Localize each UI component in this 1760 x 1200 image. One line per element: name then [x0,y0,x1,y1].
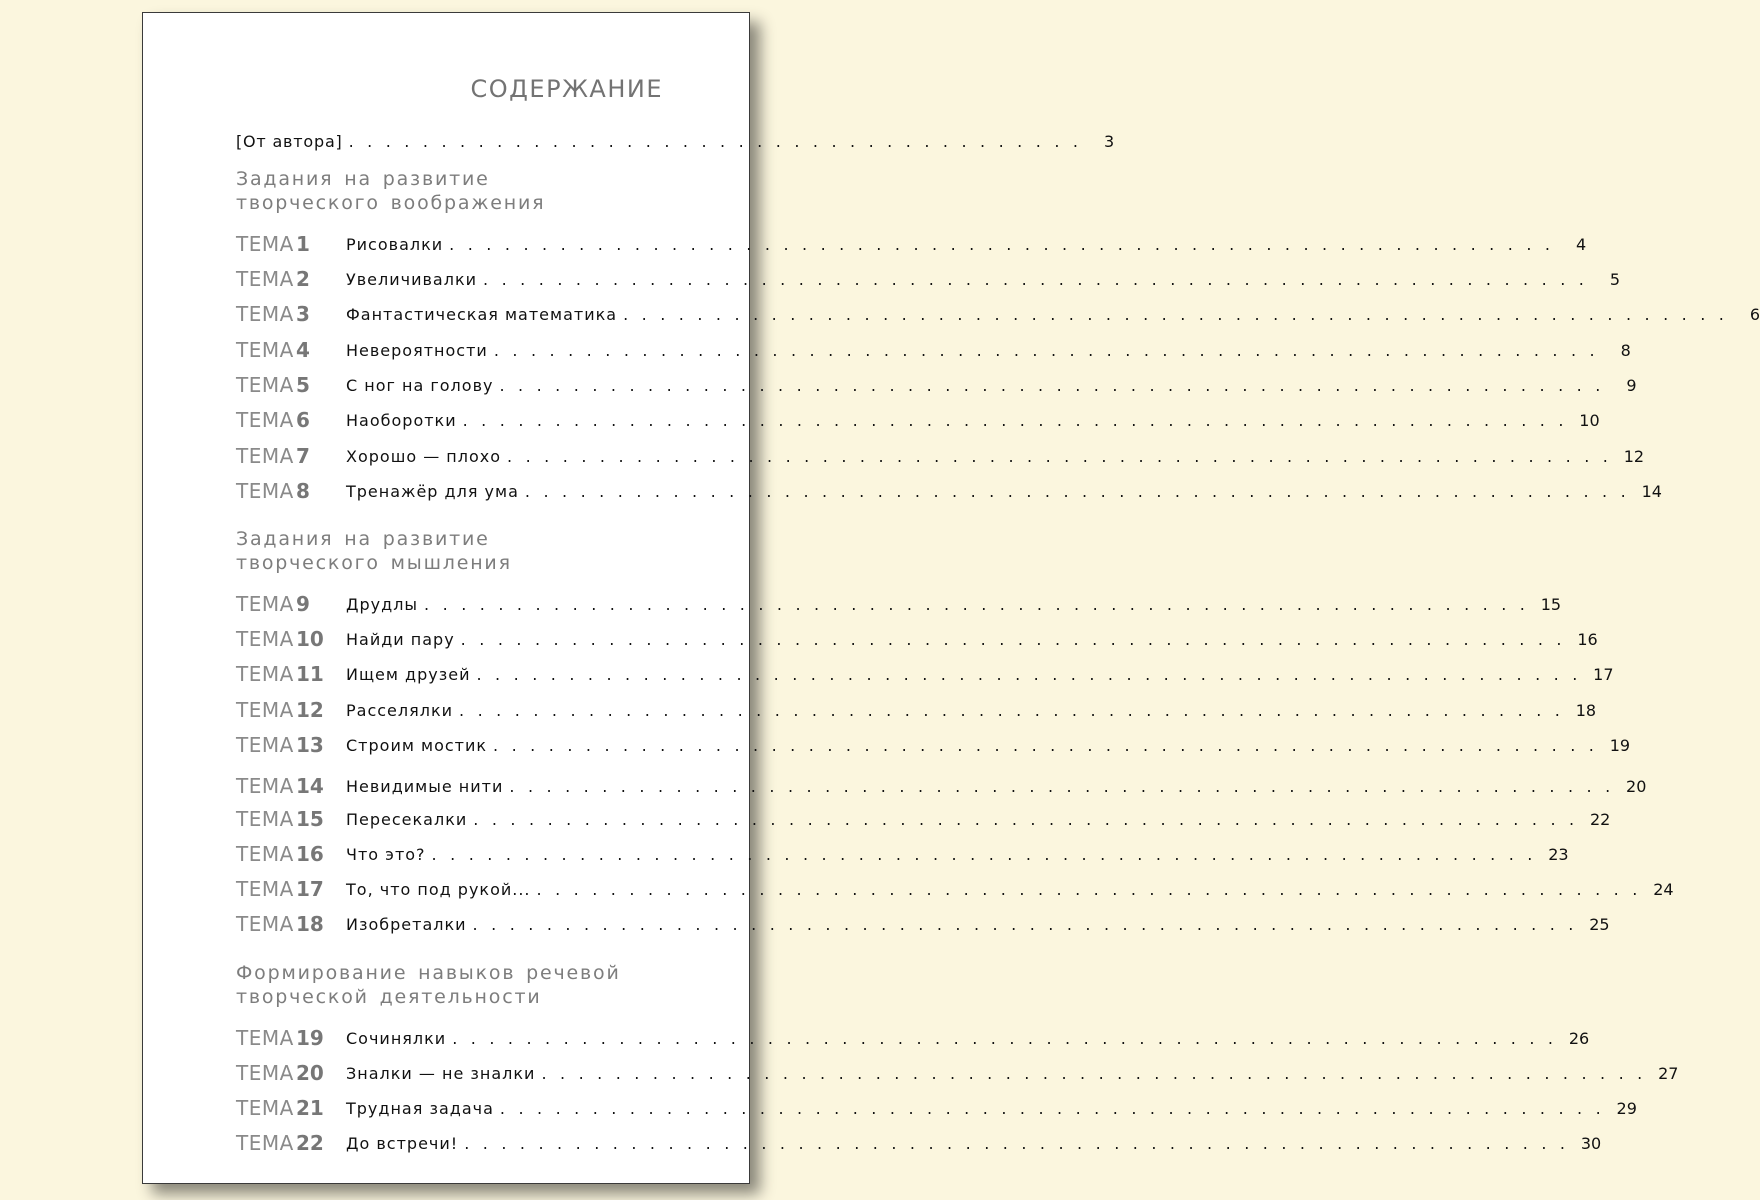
tema-number: 1 [296,232,310,256]
tema-label: ТЕМА [236,338,294,362]
tema-title: То, что под рукой... [346,879,531,899]
toc-entry-row [236,662,1614,686]
tema-number: 21 [296,1096,324,1120]
page-number: 29 [1616,1098,1637,1118]
tema-label: ТЕМА [236,842,294,866]
toc-entry-row [236,444,1645,468]
toc-entry-row [236,698,1597,722]
toc-entry-row [236,912,1610,936]
section-heading-3: Формирование навыков речевой творческой деятельности [236,962,621,1008]
toc-entry-row [236,267,1621,291]
leader-dots: . . . . . . . . . . . . . . . . . . . . . . . . . . . . . . . . . . . . . . . . . . . . . . . . . . . . . . . . . . . . [462,410,1568,430]
leader-dots: . . . . . . . . . . . . . . . . . . . . . . . . . . . . . . . . . . . . . . . . . . . . . . . . . . . . . . . . . . . . [524,481,1630,501]
toc-entry-row [236,592,1562,616]
leader-dots: . . . . . . . . . . . . . . . . . . . . . . . . . . . . . . . . . . . . . . . . . . . . . . . . . . . . . . . . . . . . [459,700,1565,720]
section-heading-1: Задания на развитие творческого воображения [236,168,546,214]
page-number: 3 [1104,131,1115,151]
leader-dots: . . . . . . . . . . . . . . . . . . . . . . . . . . . . . . . . . . . . . . . . . . . . . . . . . . . . . . . . . . . . [507,446,1613,466]
leader-dots: . . . . . . . . . . . . . . . . . . . . . . . . . . . . . . . . . . . . . . . . . . . . . . . . . . . . . . . . . . . . [536,879,1642,899]
toc-intro-row [236,129,1115,153]
book-page [142,12,1760,1184]
tema-title: Друдлы [346,594,419,614]
tema-number: 20 [296,1061,324,1085]
tema-label: ТЕМА [236,1061,294,1085]
tema-number: 17 [296,877,324,901]
tema-title: Трудная задача [346,1098,494,1118]
tema-label: ТЕМА [236,912,294,936]
tema-label: ТЕМА [236,774,294,798]
tema-number: 18 [296,912,324,936]
page-number: 25 [1589,914,1610,934]
tema-number: 2 [296,267,310,291]
leader-dots: . . . . . . . . . . . . . . . . . . . . . . . . . . . . . . . . . . . . . . . . . . . . . . . . . . . . . . . . . . . . [464,1133,1570,1153]
tema-number: 9 [296,592,310,616]
tema-title: С ног на голову [346,375,494,395]
leader-dots: . . . . . . . . . . . . . . . . . . . . . . . . . . . . . . . . . . . . . . . . . . . . . . . . . . . . . . . . . . . . [424,594,1530,614]
page-number: 22 [1589,809,1611,829]
page-number: 8 [1620,340,1631,360]
tema-label: ТЕМА [236,662,294,686]
tema-number: 14 [296,774,324,798]
tema-title: Ищем друзей [346,664,471,684]
toc-entry-row [236,373,1637,397]
toc-entry-row [236,877,1674,901]
toc-entry-row [236,733,1631,757]
leader-dots: . . . . . . . . . . . . . . . . . . . . . . . . . . . . . . . . . . . . . . . . . . . . . . . . . . . . . . . . . . . . [460,629,1566,649]
tema-number: 5 [296,373,310,397]
tema-title: Расселялки [346,700,454,720]
tema-label: ТЕМА [236,444,294,468]
tema-label: ТЕМА [236,877,294,901]
tema-label: ТЕМА [236,592,294,616]
toc-entry-row [236,1061,1679,1085]
tema-title: Невероятности [346,340,488,360]
tema-title: Что это? [346,844,426,864]
toc-entry-row [236,774,1647,798]
page-number: 19 [1609,735,1631,755]
page-number: 9 [1626,375,1637,395]
tema-title: Тренажёр для ума [346,481,519,501]
tema-title: Пересекалки [346,809,468,829]
tema-title: Сочинялки [346,1028,447,1048]
tema-number: 10 [296,627,324,651]
tema-label: ТЕМА [236,232,294,256]
tema-number: 7 [296,444,310,468]
intro-label: [От автора] [236,131,343,151]
tema-title: Найди пару [346,629,455,649]
leader-dots: . . . . . . . . . . . . . . . . . . . . . . . . . . . . . . . . . . . . . . . . . . . . . . . . . . . . . . . . . . . . [472,914,1578,934]
leader-dots: . . . . . . . . . . . . . . . . . . . . . . . . . . . . . . . . . . . . . . . . . . . . . . . . . . . . . . . . . . . . [483,269,1589,289]
tema-number: 11 [296,662,324,686]
tema-label: ТЕМА [236,1026,294,1050]
leader-dots: . . . . . . . . . . . . . . . . . . . . . . . . . . . . . . . . . . . . . . . . . . . . . . . . . . . . . . . . . . . . [509,776,1615,796]
tema-number: 12 [296,698,324,722]
leader-dots: . . . . . . . . . . . . . . . . . . . . . . . . . . . . . . . . . . . . . . . . . . . . . . . . . . . . . . . . . . . . [476,664,1582,684]
tema-label: ТЕМА [236,698,294,722]
tema-number: 16 [296,842,324,866]
tema-title: Рисовалки [346,234,444,254]
leader-dots: . . . . . . . . . . . . . . . . . . . . . . . . . . . . . . . . . . . . . . . . . . . . . . . . . . . . . . . . . . . . [499,375,1605,395]
tema-title: Невидимые нити [346,776,504,796]
page-number: 18 [1575,700,1597,720]
leader-dots: . . . . . . . . . . . . . . . . . . . . . . . . . . . . . . . . . . . . . . . . . . . . . . . . . . . . . . . . . . . . [473,809,1579,829]
tema-number: 15 [296,807,324,831]
tema-title: Хорошо — плохо [346,446,502,466]
tema-label: ТЕМА [236,479,294,503]
tema-number: 6 [296,408,310,432]
page-number: 14 [1641,481,1662,501]
leader-dots: . . . . . . . . . . . . . . . . . . . . . . . . . . . . . . . . . . . . . . . . . . . . . . . . . . . . . . . . . . . . [449,234,1555,254]
tema-number: 4 [296,338,310,362]
tema-title: Изобреталки [346,914,467,934]
page-number: 16 [1577,629,1598,649]
toc-entry-row [236,807,1611,831]
tema-label: ТЕМА [236,373,294,397]
leader-dots: . . . . . . . . . . . . . . . . . . . . . . . . . . . . . . . . . . . . . . . . . . . . . . . . . . . . . . . . . . . . [431,844,1537,864]
tema-label: ТЕМА [236,627,294,651]
leader-dots: . . . . . . . . . . . . . . . . . . . . . . . . . . . . . . . . . . . . . . . . [348,131,1083,151]
leader-dots: . . . . . . . . . . . . . . . . . . . . . . . . . . . . . . . . . . . . . . . . . . . . . . . . . . . . . . . . . . . . [499,1098,1605,1118]
tema-number: 3 [296,302,310,326]
page-number: 15 [1540,594,1562,614]
page-number: 4 [1576,234,1587,254]
tema-number: 22 [296,1131,324,1155]
toc-entry-row [236,338,1631,362]
toc-entry-row [236,842,1569,866]
page-number: 20 [1626,776,1647,796]
tema-title: Строим мостик [346,735,488,755]
toc-entry-row [236,479,1662,503]
tema-title: Зналки — не зналки [346,1063,536,1083]
section-heading-2: Задания на развитие творческого мышления [236,528,512,574]
toc-entry-row [236,1096,1637,1120]
page-number: 24 [1653,879,1674,899]
page-number: 27 [1658,1063,1679,1083]
page-number: 23 [1548,844,1569,864]
page-number: 12 [1623,446,1645,466]
leader-dots: . . . . . . . . . . . . . . . . . . . . . . . . . . . . . . . . . . . . . . . . . . . . . . . . . . . . . . . . . . . . [541,1063,1647,1083]
tema-label: ТЕМА [236,807,294,831]
page-number: 6 [1749,304,1760,324]
page-number: 17 [1593,664,1614,684]
tema-title: Фантастическая математика [346,304,618,324]
tema-number: 19 [296,1026,324,1050]
page-number: 26 [1568,1028,1590,1048]
tema-label: ТЕМА [236,408,294,432]
toc-entry-row [236,1131,1602,1155]
page-number: 5 [1609,269,1621,289]
tema-number: 13 [296,733,324,757]
toc-entry-row [236,627,1598,651]
page-number: 30 [1580,1133,1602,1153]
tema-title: До встречи! [346,1133,459,1153]
tema-label: ТЕМА [236,1131,294,1155]
toc-heading: СОДЕРЖАНИЕ [470,75,663,103]
leader-dots: . . . . . . . . . . . . . . . . . . . . . . . . . . . . . . . . . . . . . . . . . . . . . . . . . . . . . . . . . . . . [452,1028,1558,1048]
tema-number: 8 [296,479,310,503]
leader-dots: . . . . . . . . . . . . . . . . . . . . . . . . . . . . . . . . . . . . . . . . . . . . . . . . . . . . . . . . . . . . [493,340,1599,360]
leader-dots: . . . . . . . . . . . . . . . . . . . . . . . . . . . . . . . . . . . . . . . . . . . . . . . . . . . . . . . . . . . . [493,735,1599,755]
tema-title: Увеличивалки [346,269,478,289]
toc-entry-row [236,1026,1590,1050]
tema-label: ТЕМА [236,1096,294,1120]
tema-label: ТЕМА [236,733,294,757]
page-number: 10 [1579,410,1600,430]
toc-entry-row [236,232,1587,256]
leader-dots: . . . . . . . . . . . . . . . . . . . . . . . . . . . . . . . . . . . . . . . . . . . . . . . . . . . . . . . . . . . . [623,304,1729,324]
tema-label: ТЕМА [236,302,294,326]
toc-entry-row [236,408,1600,432]
toc-entry-row [236,302,1760,326]
tema-label: ТЕМА [236,267,294,291]
tema-title: Наоборотки [346,410,457,430]
